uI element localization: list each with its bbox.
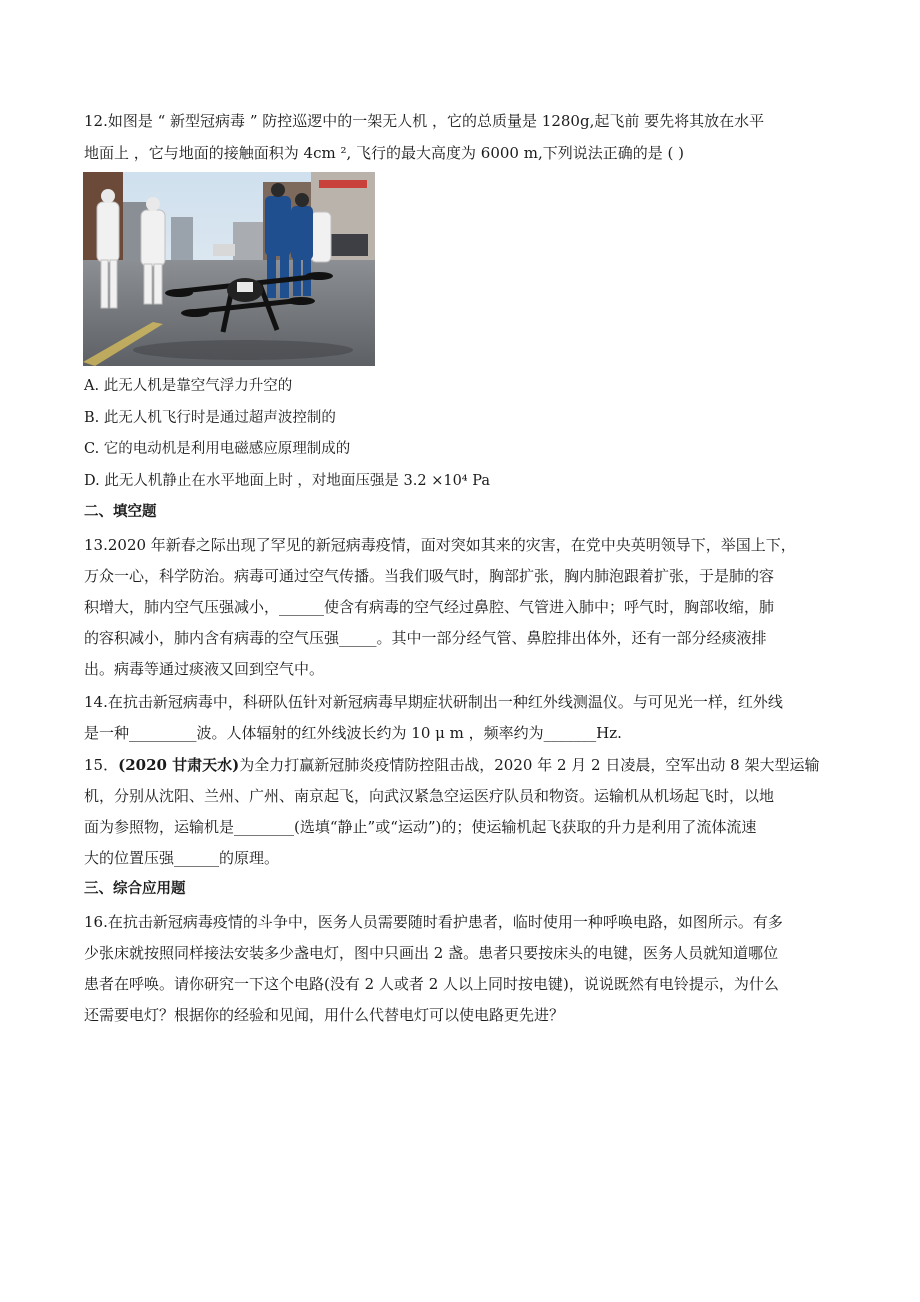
q12-option-c: C. 它的电动机是利用电磁感应原理制成的: [84, 441, 351, 457]
q15-line-2: 机，分别从沈阳、兰州、广州、南京起飞，向武汉紧急空运医疗队员和物资。运输机从机场起飞时，以地: [84, 787, 775, 805]
q13-line-2: 万众一心，科学防治。病毒可通过空气传播。当我们吸气时，胸部扩张，胸内肺泡跟着扩张，于是肺的容: [84, 567, 775, 585]
q13-line-5: 出。病毒等通过痰液又回到空气中。: [84, 660, 325, 678]
q16-line-2: 少张床就按照同样接法安装多少盏电灯，图中只画出 2 盏。患者只要按床头的电键，医务人员就知道哪位: [84, 944, 779, 962]
q15-line-1: [84, 755, 819, 775]
q15-number: 15．: [84, 756, 119, 774]
q13-line-3: 积增大，肺内空气压强减小，______使含有病毒的空气经过鼻腔、气管进入肺中；呼气时，胸部收缩，肺: [84, 598, 775, 616]
q16-line-3: 患者在呼唤。请你研究一下这个电路(没有 2 人或者 2 人以上同时按电键)，说说既然有电铃提示，为什么: [84, 975, 779, 993]
q12-line-1: 12.如图是 “ 新型冠病毒 ” 防控巡逻中的一架无人机 ，它的总质量是 1280g,起飞前 要先将其放在水平: [84, 112, 765, 130]
q16-line-1: 16.在抗击新冠病毒疫情的斗争中，医务人员需要随时看护患者，临时使用一种呼唤电路，如图所示。有多: [84, 913, 783, 931]
q13-line-1: 13.2020 年新春之际出现了罕见的新冠病毒疫情，面对突如其来的灾害，在党中央英明领导下，举国上下，: [84, 536, 796, 554]
q14-line-2: 是一种_________波。人体辐射的红外线波长约为 10 μ m ，频率约为_______Hz.: [84, 724, 622, 742]
q15-line-1-text: 为全力打赢新冠肺炎疫情防控阻击战，2020 年 2 月 2 日凌晨，空军出动 8 架大型运输: [239, 756, 820, 774]
q12-option-b: B. 此无人机飞行时是通过超声波控制的: [84, 410, 336, 426]
q15-line-4: 大的位置压强______的原理。: [84, 849, 280, 867]
q16-line-4: 还需要电灯？根据你的经验和见闻，用什么代替电灯可以使电路更先进？: [84, 1006, 565, 1024]
q12-option-a: A. 此无人机是靠空气浮力升空的: [84, 378, 293, 394]
section-title-fill-blank: 二、填空题: [84, 504, 157, 520]
q12-line-2: 地面上 ，它与地面的接触面积为 4cm ², 飞行的最大高度为 6000 m,下列说法正确的是 ( ): [84, 144, 684, 162]
section-title-application: 三、综合应用题: [84, 881, 186, 897]
drone-photo: [83, 172, 375, 366]
q15-line-3: 面为参照物，运输机是________(选填“静止”或“运动”)的；使运输机起飞获取的升力是利用了流体流速: [84, 818, 757, 836]
q12-option-d: D. 此无人机静止在水平地面上时 ，对地面压强是 3.2 ×10⁴ Pa: [84, 473, 490, 489]
q14-line-1: 14.在抗击新冠病毒中，科研队伍针对新冠病毒早期症状研制出一种红外线测温仪。与可见光一样，红外线: [84, 693, 783, 711]
q13-line-4: 的容积减小，肺内含有病毒的空气压强_____。其中一部分经气管、鼻腔排出体外，还有一部分经痰液排: [84, 629, 767, 647]
q15-source: (2020 甘肃天水): [118, 756, 240, 774]
